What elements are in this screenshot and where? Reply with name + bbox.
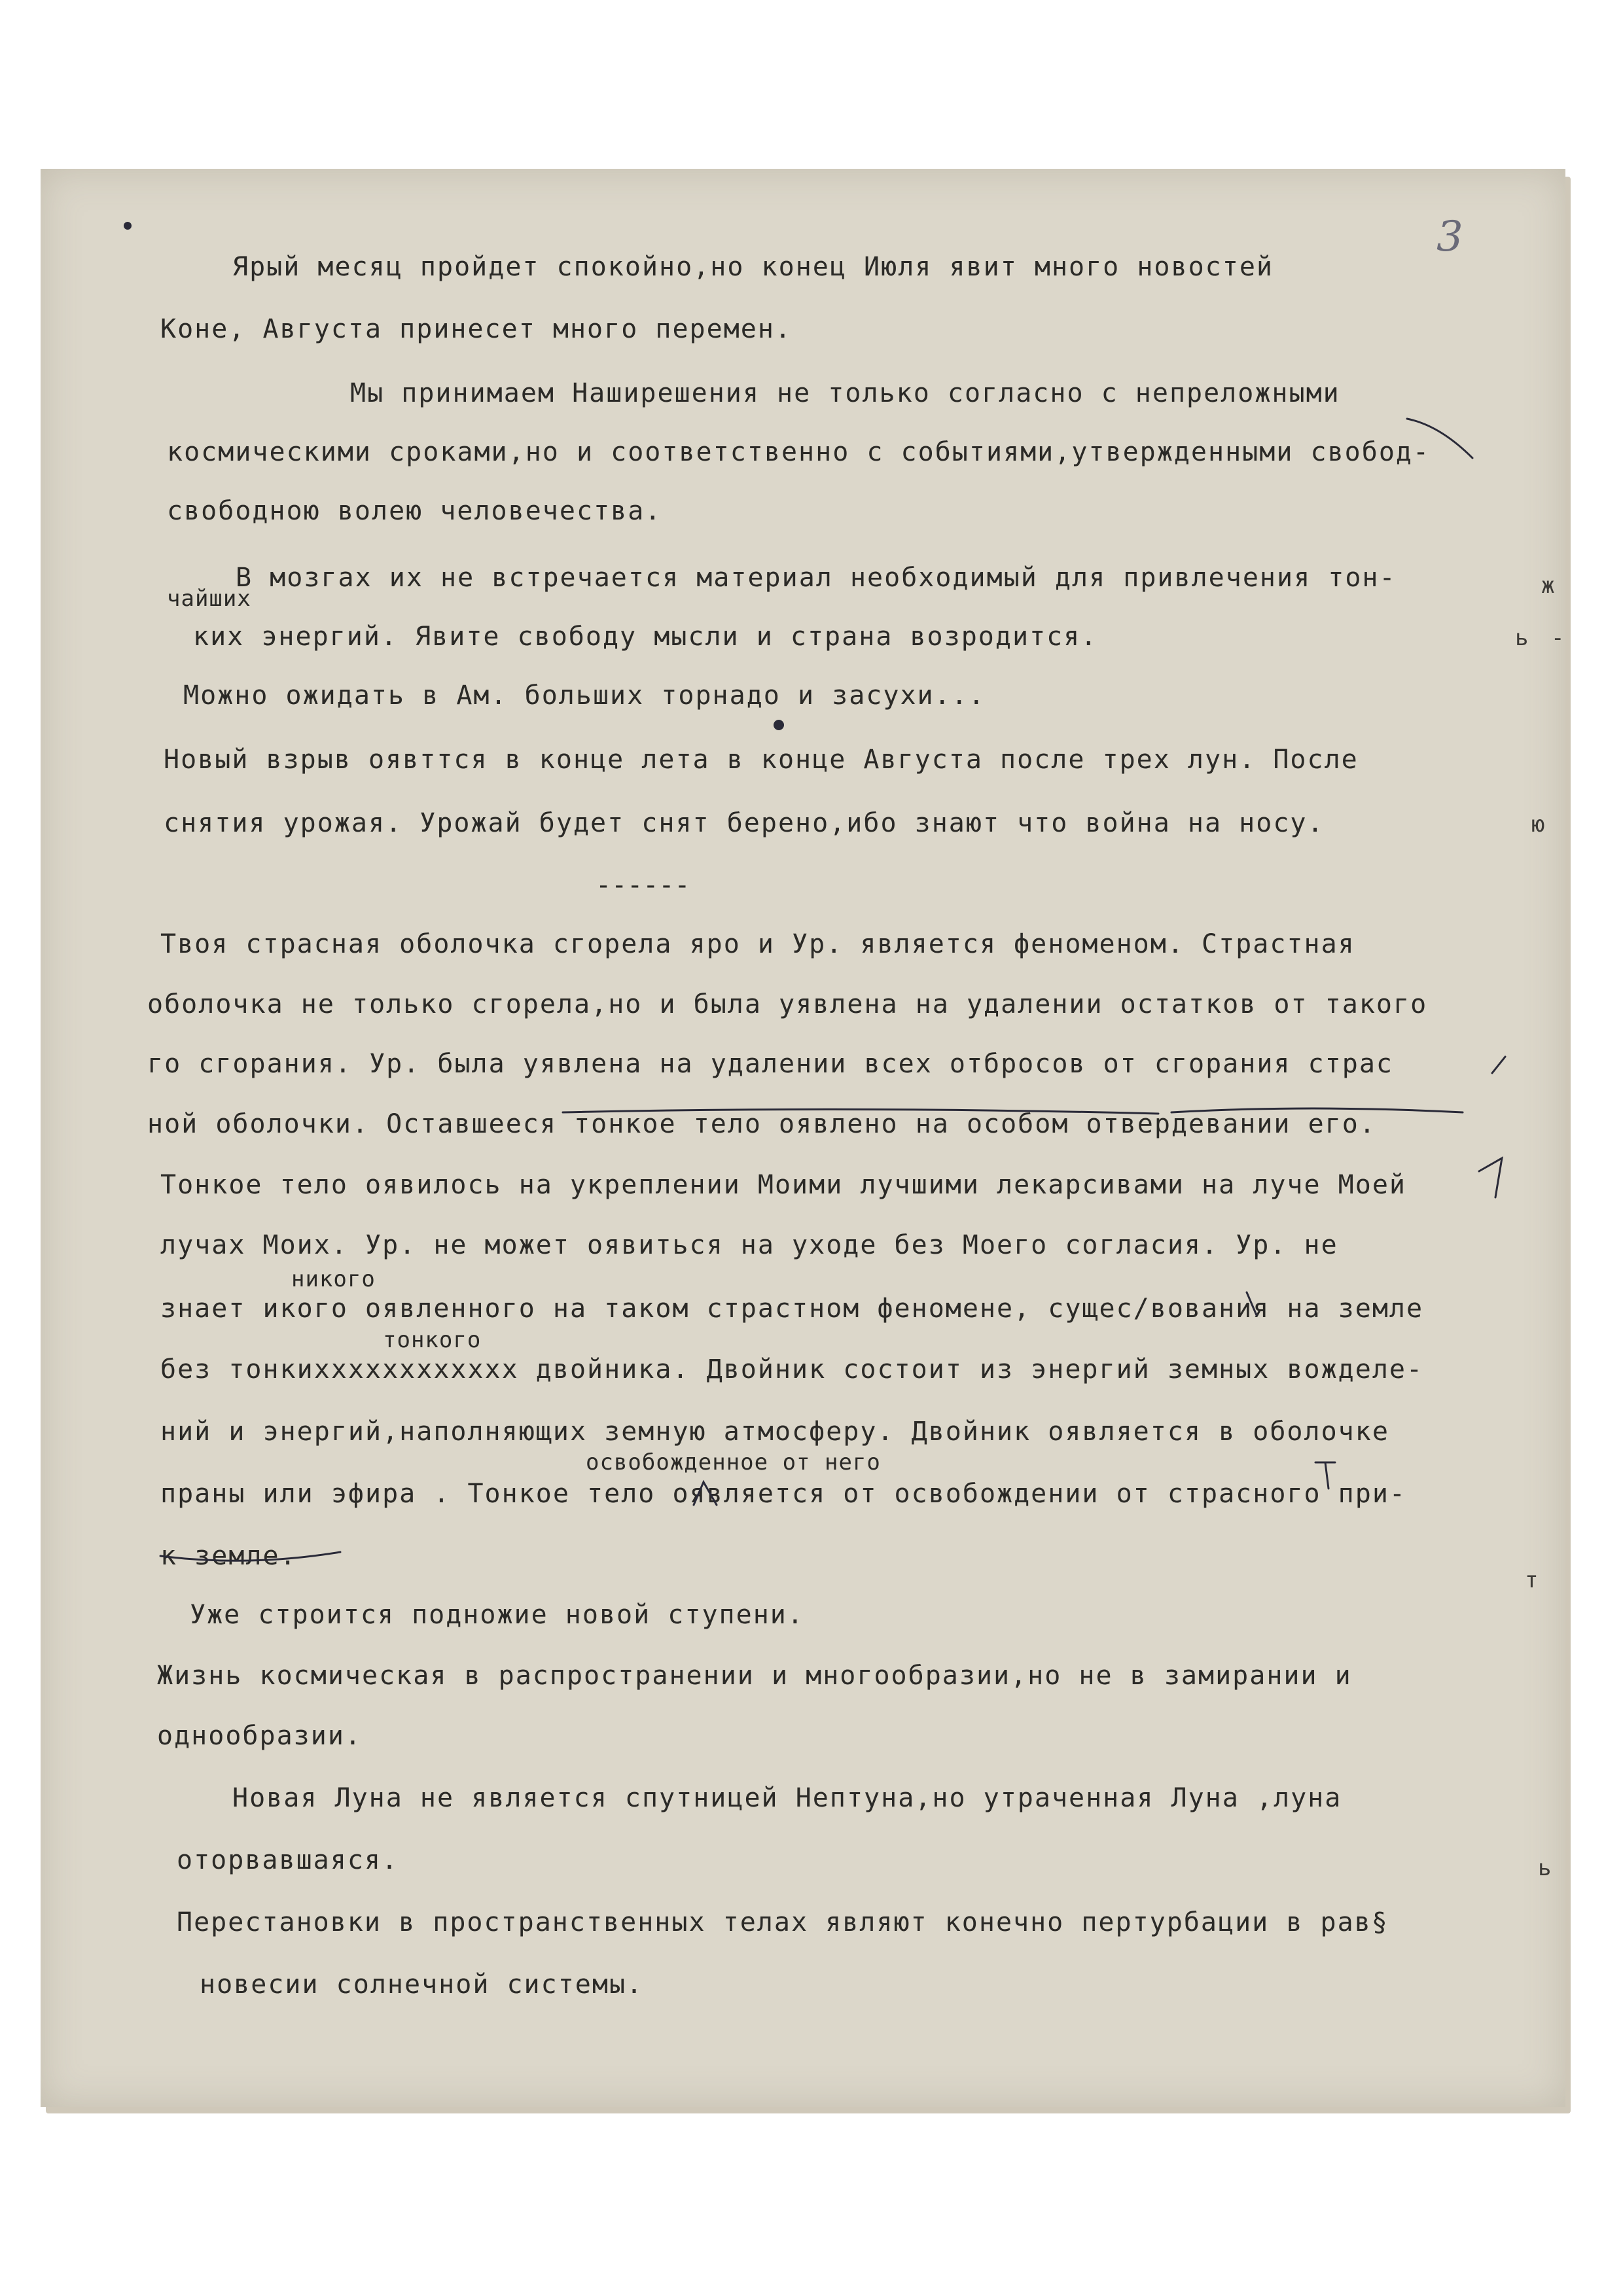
edge-mark-4: ю — [1531, 811, 1545, 838]
text-line-10: снятия урожая. Урожай будет снят берено,ибо знают что война на носу. — [164, 808, 1325, 838]
text-line-22: Уже строится подножие новой ступени. — [190, 1600, 804, 1630]
caret-stroke — [694, 1482, 717, 1505]
text-line-8: Можно ожидать в Ам. больших торнадо и засухи... — [183, 680, 986, 711]
underline-stroke — [563, 1109, 1158, 1114]
correction-stroke — [1315, 1462, 1335, 1489]
edge-mark-5: т — [1525, 1567, 1539, 1593]
text-line-14: ной оболочки. Оставшееся тонкое тело оявлено на особом отвердевании его. — [147, 1109, 1376, 1139]
text-line-20: праны или эфира . Тонкое тело оявляется от освобождении от страсного при- — [160, 1479, 1406, 1509]
edge-mark-3: - — [1551, 625, 1565, 651]
text-line-23: Жизнь космическая в распространении и многообразии,но не в замирании и — [157, 1661, 1352, 1691]
text-line-13: го сгорания. Ур. была уявлена на удалении всех отбросов от сгорания страс — [147, 1049, 1393, 1079]
text-line-26: оторвавшаяся. — [177, 1845, 399, 1875]
insertion-1: чайших — [167, 586, 251, 612]
text-line-21: к земле. — [160, 1541, 297, 1571]
text-line-12: оболочка не только сгорела,но и была уявлена на удалении остатков от такого — [147, 989, 1428, 1019]
correction-stroke — [1492, 1057, 1505, 1073]
text-line-2: Коне, Августа принесет много перемен. — [160, 314, 793, 344]
correction-stroke — [1247, 1292, 1257, 1315]
insertion-2: никого — [291, 1266, 376, 1292]
text-line-27: Перестановки в пространственных телах являют конечно пертурбации в рав§ — [177, 1907, 1389, 1937]
edge-mark-1: ж — [1541, 573, 1555, 599]
text-line-15: Тонкое тело оявилось на укреплении Моими лучшими лекарсивами на луче Моей — [160, 1170, 1406, 1200]
text-line-1: Ярый месяц пройдет спокойно,но конец Июля явит много новостей — [232, 252, 1274, 282]
underline-stroke — [1171, 1108, 1463, 1112]
text-line-7: ких энергий. Явите свободу мысли и страна возродится. — [193, 622, 1098, 652]
underline-stroke — [160, 1552, 340, 1561]
text-line-24: однообразии. — [157, 1721, 362, 1751]
page-number: 3 — [1436, 213, 1463, 261]
ink-dot — [124, 222, 132, 230]
text-line-19: ний и энергий,наполняющих земную атмосферу. Двойник оявляется в оболочке — [160, 1417, 1389, 1447]
text-line-3: Мы принимаем Наширешения не только согласно с непреложными — [350, 378, 1340, 408]
section-separator: ------ — [596, 870, 690, 900]
text-line-11: Твоя страсная оболочка сгорела ярo и Ур. является феноменом. Страстная — [160, 929, 1355, 959]
text-line-9: Новый взрыв оявттся в конце лета в конце Августа после трех лун. После — [164, 745, 1359, 775]
edge-mark-6: ь — [1538, 1855, 1552, 1881]
insertion-3: тонкого — [383, 1327, 482, 1353]
correction-stroke — [1479, 1158, 1502, 1197]
edge-mark-2: ь — [1515, 625, 1529, 651]
text-line-17: знает икого оявленного на таком страстном феномене, сущес/вования на земле — [160, 1294, 1424, 1324]
ink-dot — [774, 720, 784, 730]
text-line-18: без тонкихххххххххххх двойника. Двойник состоит из энергий земных вожделе- — [160, 1354, 1424, 1385]
correction-stroke — [1407, 419, 1472, 458]
text-line-25: Новая Луна не является спутницей Нептуна,но утраченная Луна ,луна — [232, 1783, 1342, 1813]
text-line-28: новесии солнечной системы. — [200, 1969, 644, 2000]
insertion-4: освобожденное от него — [586, 1449, 881, 1475]
text-line-16: лучах Моих. Ур. не может оявиться на уходе без Моего согласия. Ур. не — [160, 1230, 1338, 1260]
text-line-4: космическими сроками,но и соответственно с событиями,утвержденными свобод- — [167, 437, 1431, 467]
text-line-5: свободною волею человечества. — [167, 496, 662, 526]
text-line-6: В мозгах их не встречается материал необходимый для привлечения тон- — [236, 563, 1397, 593]
